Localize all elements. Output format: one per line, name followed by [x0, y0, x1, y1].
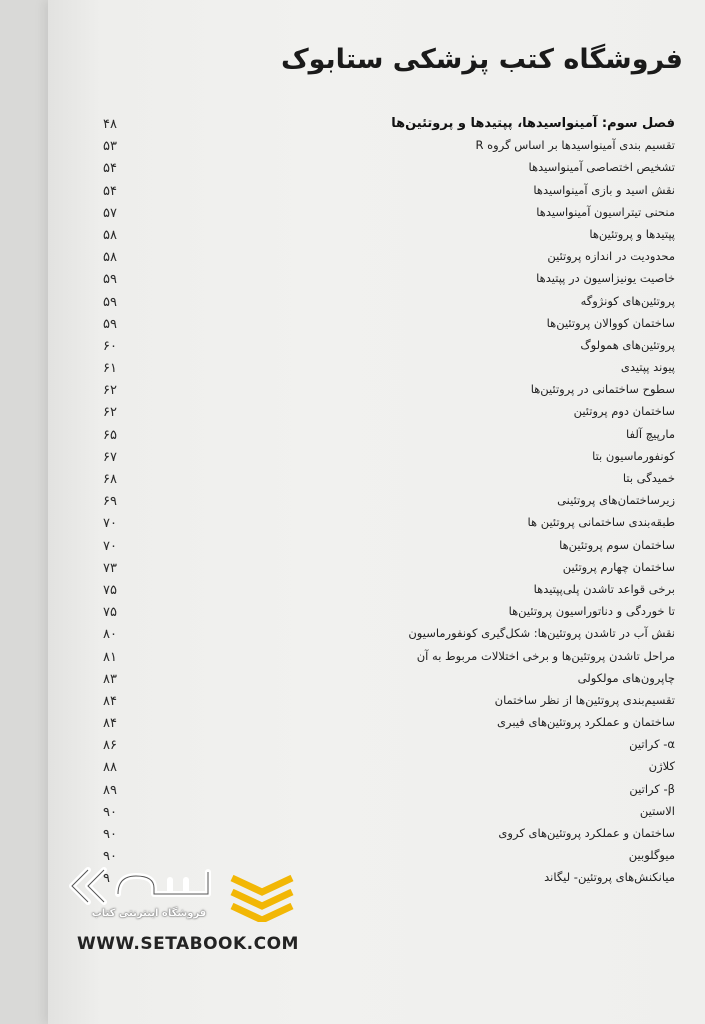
toc-entry: [103, 491, 675, 513]
toc-page-number: ۸۳: [103, 671, 117, 687]
toc-entry-title: تقسیم‌بندی پروتئین‌ها از نظر ساختمان: [494, 692, 675, 707]
toc-entry: [103, 580, 675, 602]
toc-page-number: ۵۳: [103, 139, 117, 155]
toc-entry-title: محدودیت در اندازه پروتئین: [547, 249, 675, 264]
toc-entry-title: پروتئین‌های کونژوگه: [580, 293, 675, 308]
toc-entry: [103, 292, 675, 314]
toc-page-number: ۸۶: [103, 738, 117, 754]
toc-entry: [103, 513, 675, 535]
toc-entry: [103, 780, 675, 802]
toc-entry: [103, 447, 675, 469]
toc-entry: [103, 358, 675, 380]
toc-entry-title: زیرساختمان‌های پروتئینی: [557, 493, 675, 508]
toc-entry: [103, 558, 675, 580]
setabook-watermark: [58, 858, 308, 968]
toc-page-number: ۹: [103, 871, 110, 887]
toc-page-number: ۶۷: [103, 449, 117, 465]
toc-entry: [103, 136, 675, 158]
toc-entry-title: برخی قواعد تاشدن پلی‌پپتیدها: [533, 581, 675, 596]
toc-entry-title: α- کراتین: [629, 737, 675, 752]
toc-entry-title: تا خوردگی و دناتوراسیون پروتئین‌ها: [508, 604, 675, 619]
toc-page-number: ۸۴: [103, 693, 117, 709]
toc-entry: [103, 624, 675, 646]
toc-entry-title: چاپرون‌های مولکولی: [577, 670, 675, 685]
toc-page-number: ۵۴: [103, 183, 117, 199]
toc-entry-title: ساختمان و عملکرد پروتئین‌های فیبری: [497, 715, 675, 730]
toc-entry-title: کونفورماسیون بتا: [592, 448, 675, 463]
toc-entry: [103, 713, 675, 735]
toc-entry-title: مراحل تاشدن پروتئین‌ها و برخی اختلالات مربوط به آن: [416, 648, 675, 663]
toc-page-number: ۵۹: [103, 316, 117, 332]
toc-entry: [103, 647, 675, 669]
toc-entry: [103, 691, 675, 713]
toc-page-number: ۶۱: [103, 361, 117, 377]
toc-entry-title: الاستین: [639, 803, 675, 818]
toc-entry-title: میوگلوبین: [628, 848, 675, 863]
book-chevron-icon: [226, 864, 298, 922]
toc-page-number: ۵۸: [103, 250, 117, 266]
toc-entry: [103, 469, 675, 491]
toc-page-number: ۸۴: [103, 716, 117, 732]
brand-tagline: فروشگاه اینترنتی کتاب: [91, 908, 207, 919]
toc-entry: [103, 203, 675, 225]
toc-page-number: ۷۰: [103, 538, 117, 554]
toc-page-number: ۹۰: [103, 849, 117, 865]
toc-page-number: ۶۰: [103, 338, 117, 354]
toc-entry-title: طبقه‌بندی ساختمانی پروتئین ها: [527, 515, 675, 530]
toc-entry: [103, 425, 675, 447]
toc-page-number: ۵۴: [103, 161, 117, 177]
toc-entry: [103, 158, 675, 180]
toc-entry-title: β- کراتین: [629, 781, 675, 796]
toc-page-number: ۸۱: [103, 649, 117, 665]
toc-page-number: ۵۸: [103, 227, 117, 243]
toc-entry: [103, 402, 675, 424]
toc-entry-title: ساختمان دوم پروتئین: [573, 404, 675, 419]
toc-entry-title: نقش آب در تاشدن پروتئین‌ها: شکل‌گیری کونفورماسیون: [408, 626, 675, 641]
toc-entry-title: پپتیدها و پروتئین‌ها: [589, 226, 675, 241]
toc-page-number: ۹۰: [103, 827, 117, 842]
toc-page-number: ۵۹: [103, 294, 117, 310]
toc-page-number: ۶۸: [103, 472, 117, 487]
toc-entry: [103, 269, 675, 291]
toc-page-number: ۶۲: [103, 405, 117, 421]
toc-page-number: ۴۸: [103, 117, 117, 132]
toc-page-number: ۷۰: [103, 516, 117, 532]
toc-entry: [103, 757, 675, 779]
table-of-contents: [103, 114, 675, 891]
toc-entry: [103, 824, 675, 846]
toc-entry: [103, 225, 675, 247]
toc-chapter-heading: [103, 114, 675, 136]
toc-page-number: ۶۵: [103, 427, 117, 443]
toc-entry-title: ساختمان و عملکرد پروتئین‌های کروی: [498, 826, 675, 840]
toc-entry-title: فصل سوم: آمینواسیدها، پپتیدها و پروتئین‌ها: [391, 116, 675, 131]
toc-page-number: ۶۹: [103, 494, 117, 510]
toc-entry: [103, 536, 675, 558]
toc-entry-title: ساختمان سوم پروتئین‌ها: [559, 537, 675, 552]
toc-page-number: ۸۸: [103, 760, 117, 776]
toc-page-number: ۵۹: [103, 272, 117, 288]
toc-entry: [103, 181, 675, 203]
brand-url: WWW.SETABOOK.COM: [77, 934, 299, 954]
toc-entry-title: خمیدگی بتا: [622, 471, 675, 485]
toc-page-number: ۷۵: [103, 582, 117, 598]
toc-entry-title: سطوح ساختمانی در پروتئین‌ها: [530, 382, 675, 397]
toc-entry: [103, 314, 675, 336]
toc-entry-title: نقش اسید و بازی آمینواسیدها: [533, 182, 675, 197]
toc-entry: [103, 247, 675, 269]
toc-entry-title: تشخیص اختصاصی آمینواسیدها: [528, 160, 675, 175]
toc-entry-title: منحنی تیتراسیون آمینواسیدها: [536, 204, 675, 219]
toc-entry-title: پروتئین‌های همولوگ: [580, 337, 675, 352]
toc-page-number: ۷۵: [103, 605, 117, 621]
toc-entry: [103, 735, 675, 757]
toc-page-number: ۷۳: [103, 560, 117, 576]
toc-entry-title: خاصیت یونیزاسیون در پپتیدها: [536, 271, 675, 286]
toc-page-number: ۵۷: [103, 205, 117, 221]
toc-page-number: ۸۰: [103, 627, 117, 643]
toc-page-number: ۶۲: [103, 383, 117, 399]
toc-page-number: ۹۰: [103, 804, 117, 820]
toc-entry-title: پیوند پپتیدی: [620, 360, 675, 375]
toc-entry-title: کلاژن: [648, 759, 675, 774]
toc-entry: [103, 802, 675, 824]
shop-title: فروشگاه کتب پزشکی ستابوک: [280, 44, 683, 75]
toc-page-number: ۸۹: [103, 782, 117, 798]
toc-entry: [103, 336, 675, 358]
toc-entry: [103, 669, 675, 691]
toc-entry: [103, 602, 675, 624]
toc-entry-title: میانکنش‌های پروتئین- لیگاند: [544, 870, 675, 885]
toc-entry-title: مارپیچ آلفا: [626, 426, 675, 441]
toc-entry-title: ساختمان چهارم پروتئین: [562, 559, 675, 574]
toc-entry-title: تقسیم بندی آمینواسیدها بر اساس گروه R: [475, 138, 675, 153]
toc-entry: [103, 380, 675, 402]
toc-entry-title: ساختمان کووالان پروتئین‌ها: [546, 315, 675, 330]
